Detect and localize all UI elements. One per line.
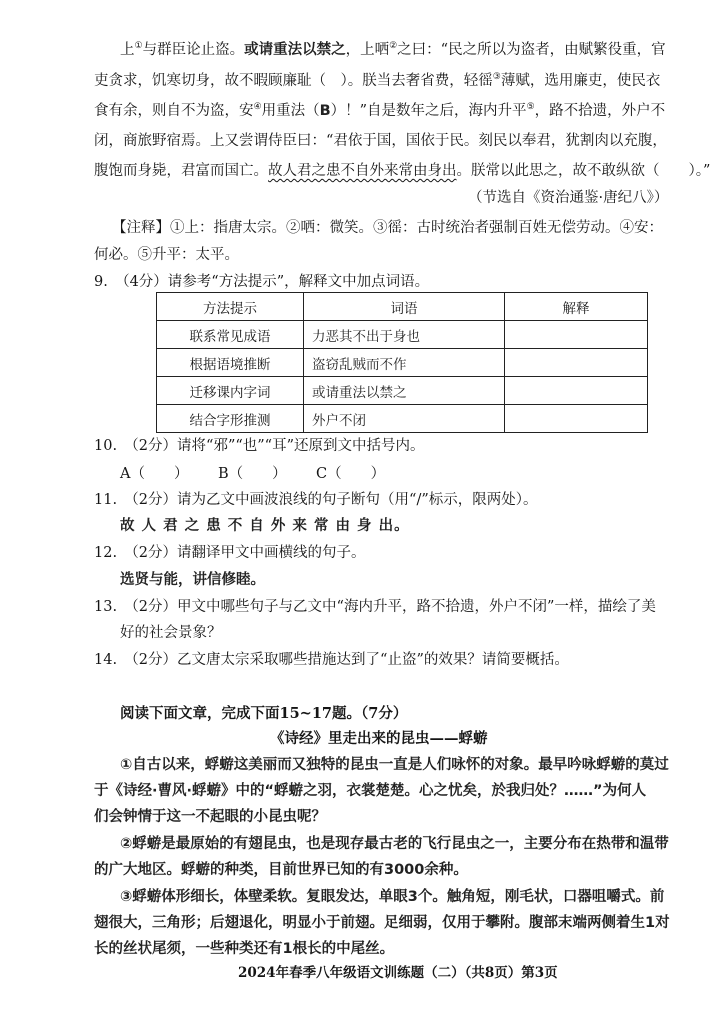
method-table bbox=[156, 292, 648, 433]
article-p1-line-3: 们会钟情于这一不起眼的小昆虫呢？ bbox=[94, 809, 326, 825]
article-p3-line-1: ③蜉蝣体形细长，体壁柔软。复眼发达，单眼3个。触角短，刚毛状，口器咀嚼式。前 bbox=[120, 889, 665, 905]
table-row bbox=[157, 405, 648, 433]
q10-blank-c[interactable]: C（ ） bbox=[316, 466, 386, 482]
term-cell: 力恶其不出于身也 bbox=[304, 321, 505, 349]
question-9: 9. （4分）请参考“方法提示”，解释文中加点词语。 bbox=[94, 274, 430, 290]
wavy-underlined-sentence: 故人君之患不自外来常由身出 bbox=[268, 163, 457, 179]
q10-blank-b[interactable]: B（ ） bbox=[218, 466, 287, 482]
table-header: 方法提示 bbox=[157, 293, 304, 321]
term-cell: 或请重法以禁之 bbox=[304, 377, 505, 405]
method-cell: 迁移课内字词 bbox=[157, 377, 304, 405]
table-header-row bbox=[157, 293, 648, 321]
method-cell: 联系常见成语 bbox=[157, 321, 304, 349]
passage-line-1: 上①与群臣论止盗。或请重法以禁之，上哂②之曰：“民之所以为盗者，由赋繁役重，官 bbox=[120, 41, 666, 58]
article-p3-line-2: 翅很大，三角形；后翅退化，明显小于前翅。足细弱，仅用于攀附。腹部末端两侧着生1对 bbox=[94, 915, 670, 931]
article-p3-line-3: 长的丝状尾须，一些种类还有1根长的中尾丝。 bbox=[94, 941, 395, 957]
article-title: 《诗经》里走出来的昆虫——蜉蝣 bbox=[270, 730, 488, 747]
question-14: 14. （2分）乙文唐太宗采取哪些措施达到了“止盗”的效果？请简要概括。 bbox=[94, 652, 569, 668]
method-cell: 根据语境推断 bbox=[157, 349, 304, 377]
article-p2-line-2: 的广大地区。蜉蝣的种类，目前世界已知的有3000余种。 bbox=[94, 862, 468, 878]
section-instruction: 阅读下面文章，完成下面15~17题。（7分） bbox=[120, 705, 408, 722]
answer-cell[interactable] bbox=[505, 405, 648, 433]
q12-sentence: 选贤与能，讲信修睦。 bbox=[120, 572, 265, 588]
question-13-line-1: 13. （2分）甲文中哪些句子与乙文中“海内升平，路不拾遗，外户不闭”一样，描绘了美 bbox=[94, 599, 656, 615]
article-p2-line-1: ②蜉蝣是最原始的有翅昆虫，也是现存最古老的飞行昆虫之一，主要分布在热带和温带 bbox=[120, 836, 669, 852]
question-10: 10. （2分）请将“邪”“也”“耳”还原到文中括号内。 bbox=[94, 438, 425, 454]
answer-cell[interactable] bbox=[505, 349, 648, 377]
table-row bbox=[157, 377, 648, 405]
method-cell: 结合字形推测 bbox=[157, 405, 304, 433]
term-cell: 盗窃乱贼而不作 bbox=[304, 349, 505, 377]
question-13-line-2: 好的社会景象？ bbox=[120, 625, 222, 641]
notes-line-2: 何必。⑤升平：太平。 bbox=[94, 247, 239, 263]
page-footer: 2024年春季八年级语文训练题（二）（共8页）第3页 bbox=[238, 965, 558, 981]
term-cell: 外户不闭 bbox=[304, 405, 505, 433]
passage-line-2: 吏贪求，饥寒切身，故不暇顾廉耻（ ）。朕当去奢省费，轻徭③薄赋，选用廉吏，使民衣 bbox=[94, 72, 661, 89]
q10-blank-a[interactable]: A（ ） bbox=[120, 466, 189, 482]
passage-line-3: 食有余，则自不为盗，安④用重法（B）！”自是数年之后，海内升平⑤，路不拾遗，外户不 bbox=[94, 102, 666, 119]
passage-line-5: 腹饱而身毙，君富而国亡。故人君之患不自外来常由身出。朕常以此思之，故不敢纵欲（ ）。” bbox=[94, 163, 711, 179]
table-header: 解释 bbox=[505, 293, 648, 321]
table-header: 词语 bbox=[304, 293, 505, 321]
notes-line-1: 【注释】①上：指唐太宗。②哂：微笑。③徭：古时统治者强制百姓无偿劳动。④安： bbox=[112, 220, 663, 236]
table-row bbox=[157, 349, 648, 377]
passage-line-4: 闭，商旅野宿焉。上又尝谓侍臣曰：“君依于国，国依于民。刻民以奉君，犹割肉以充腹， bbox=[94, 133, 667, 149]
answer-cell[interactable] bbox=[505, 321, 648, 349]
q11-sentence: 故 人 君 之 患 不 自 外 来 常 由 身 出。 bbox=[120, 518, 410, 534]
question-11: 11. （2分）请为乙文中画波浪线的句子断句（用“/”标示，限两处）。 bbox=[94, 492, 538, 508]
article-p1-line-2: 于《诗经·曹风·蜉蝣》中的“蜉蝣之羽，衣裳楚楚。心之忧矣，於我归处？……”为何人 bbox=[94, 783, 647, 799]
article-p1-line-1: ①自古以来，蜉蝣这美丽而又独特的昆虫一直是人们咏怀的对象。最早吟咏蜉蝣的莫过 bbox=[120, 757, 669, 773]
question-12: 12. （2分）请翻译甲文中画横线的句子。 bbox=[94, 545, 366, 561]
passage-source: （节选自《资治通鉴·唐纪八》） bbox=[468, 190, 669, 206]
table-row bbox=[157, 321, 648, 349]
answer-cell[interactable] bbox=[505, 377, 648, 405]
